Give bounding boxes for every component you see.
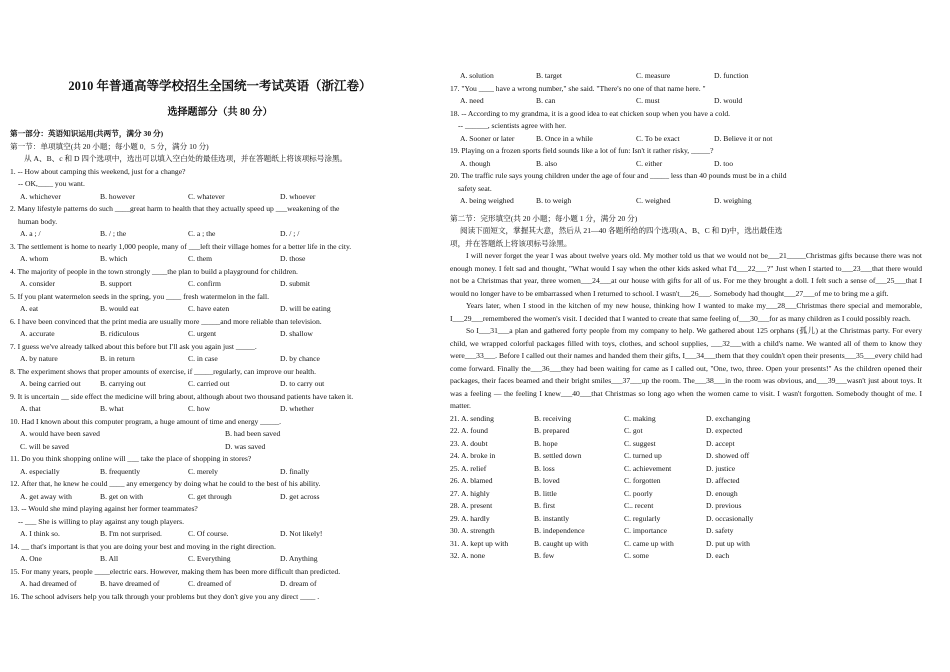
option-d: D. accept [706,438,735,448]
option-b: B. also [536,158,558,168]
option-a: 24. A. broke in [450,451,496,460]
option-row [10,578,430,591]
option-d: D. get across [280,491,320,501]
section2-instructions-2: 项，并在答题纸上将该项标号涂黑。 [450,238,572,248]
option-d: D. weighing [714,196,752,205]
question-text: 16. The school advisers help you talk through your problems but they don't give you any direct ____ . [10,591,320,601]
cloze-option-row [450,463,922,476]
option-d: D. put up with [706,538,750,548]
option-d: D. whether [280,404,314,413]
option-d: D. shallow [280,329,313,338]
option-a: A. solution [460,71,494,80]
option-row [10,491,430,504]
option-a: 31. A. kept up with [450,538,509,548]
option-c: C. must [636,96,660,105]
question-text: 12. After that, he knew he could ____ any emergency by doing what he could to the best of his ability. [10,479,321,488]
option-b: B. support [100,279,132,288]
option-c: C. urgent [188,329,217,338]
cloze-option-row [450,513,922,526]
option-c: C. importance [624,526,668,535]
option-d: D. exchanging [706,413,751,423]
option-row [10,303,430,316]
option-c: C. regularly [624,513,661,523]
option-a: 23. A. doubt [450,438,488,448]
option-row [10,191,430,204]
option-b: B. had been saved [225,429,281,438]
option-b: B. first [534,501,556,510]
option-c: C. forgotten [624,476,661,485]
option-row [450,95,922,108]
option-b: B. however [100,191,136,201]
option-d: D. would [714,96,743,105]
cloze-option-row [450,525,922,538]
cloze-option-row [450,450,922,463]
option-d: D. occasionally [706,513,754,523]
option-d: D. Believe it or not [714,133,773,143]
option-b: B. get on with [100,491,144,501]
option-a: 25. A. relief [450,463,487,473]
option-d: D. whoever [280,191,316,201]
option-b: B. can [536,96,556,105]
option-b: B. hope [534,438,558,448]
cloze-option-row [450,413,922,426]
exam-subtitle: 选择题部分（共 80 分） [167,107,273,118]
option-a: A. being weighed [460,196,514,205]
option-d: D. by chance [280,354,320,363]
option-row [10,228,430,241]
option-d: D. enough [706,488,738,498]
option-a: A. eat [20,304,39,313]
option-b: B. target [536,71,563,80]
question-text: 10. Had I known about this computer program, a huge amount of time and energy _____. [10,416,282,426]
option-d: D. submit [280,279,310,288]
part1-heading: 第一部分：英语知识运用(共两节，满分 30 分) [10,129,164,138]
option-d: D. those [280,254,306,263]
option-row [10,441,430,454]
option-a: A. being carried out [20,379,81,388]
option-b: B. receiving [534,413,572,423]
option-a: A. though [460,158,491,168]
question-text: 11. Do you think shopping online will ___ take the place of shopping in stores? [10,454,252,463]
cloze-option-row [450,488,922,501]
option-c: C. get through [188,491,232,501]
section2-instructions-1: 阅读下面短文，掌握其大意，然后从 21—40 各题所给的四个选项(A、B、C 和 D)中，选出最佳选 [460,226,783,235]
option-row [10,328,430,341]
option-c: C. came up with [624,538,674,548]
option-a: 29. A. hardly [450,513,490,523]
option-d: D. previous [706,501,742,510]
option-a: C. will be saved [20,441,69,451]
option-a: A. whichever [20,191,61,201]
passage-paragraph-2: Years later, when I stood in the kitchen of my new house, thinking how I wanted to make my___28___Christmas there special and memorable, I___29___remembered the women's visit. I decided that I wanted to create that same feeling of___30___for as many children as I could possibly reach. [450,301,922,323]
option-c: C. some [624,551,649,560]
option-c: C. either [636,158,663,168]
section1-instructions: 从 A、B、c 和 D 四个选项中，选出可以填入空白处的最佳选项，并在答题纸上将该项标号涂黑。 [24,154,348,163]
option-d: D. expected [706,426,743,435]
question-text: 18. -- According to my grandma, it is a good idea to eat chicken soup when you have a cold. [450,108,731,118]
option-b: B. have dreamed of [100,579,160,588]
question-text: 3. The settlement is home to nearly 1,000 people, many of ___left their village homes for a better life in the city. [10,241,352,251]
option-c: C. confirm [188,279,221,288]
section2-heading: 第二节：完形填空(共 20 小题；每小题 1 分，满分 20 分) [450,213,638,223]
option-b: B. Once in a while [536,133,593,143]
option-b: B. caught up with [534,538,588,548]
question-text: 5. If you plant watermelon seeds in the spring, you ____ fresh watermelon in the fall. [10,291,269,301]
question-text: 4. The majority of people in the town strongly ____the plan to build a playground for children. [10,266,298,276]
option-a: A. consider [20,279,56,288]
question-text: 1. -- How about camping this weekend, just for a change? [10,166,186,176]
question-continuation: safety seat. [458,183,492,193]
question-continuation: human body. [18,216,58,226]
option-b: B. / ; the [100,229,127,238]
option-a: A. Sooner or later [460,133,515,143]
option-c: C. them [188,254,213,263]
option-a: A. that [20,404,41,413]
cloze-option-row [450,500,922,513]
cloze-answer-options [450,413,922,563]
option-row [10,353,430,366]
option-c: C. Of course. [188,529,229,538]
option-a: A. accurate [20,329,55,338]
option-c: C. dreamed of [188,579,232,588]
option-row [10,253,430,266]
passage-paragraph-1: I will never forget the year I was about twelve years old. My mother told us that we would not be___21_____Christmas gifts because there was not enough money. I felt sad and thought, "What would I say when the other kids asked what I'd___22___?" Just when I started to___23___that there would not be a Christmas that year, three women___24___at our house with gifts for all of us. For me they brought a doll. I felt such a sense of___25___that I would no longer have to be embarrassed when I returned to school. I wasn't___26___. Somebody had thought___27___of me to bring me a gift. [450,251,922,298]
question-text: 6. I have been convinced that the print media are usually more _____and more reliable than television. [10,316,322,326]
question-continuation: -- ___ She is willing to play against any tough players. [18,516,184,526]
question-text: 17. "You ____ have a wrong number," she said. "There's no one of that name here. " [450,83,706,93]
option-d: D. too [714,158,733,168]
option-a: 30. A. strength [450,526,495,535]
option-b: B. All [100,554,119,563]
option-b: B. independence [534,526,585,535]
question-text: 8. The experiment shows that proper amounts of exercise, if _____regularly, can improve our health. [10,366,316,376]
option-b: B. loved [534,476,560,485]
option-d: D. Not likely! [280,529,323,538]
option-b: B. ridiculous [100,329,140,338]
option-b: B. settled down [534,451,582,460]
option-c: C. how [188,404,210,413]
option-c: C. have eaten [188,304,230,313]
option-a: 28. A. present [450,501,493,510]
option-row [10,553,430,566]
option-d: D. / ; / [280,229,300,238]
option-a: A. by nature [20,354,58,363]
option-d: D. showed off [706,451,750,460]
option-d: D. affected [706,476,740,485]
option-d: D. Anything [280,554,318,563]
option-d: D. each [706,551,730,560]
right-question-list [450,83,922,208]
option-b: B. prepared [534,426,570,435]
option-b: B. few [534,551,555,560]
cloze-passage [450,250,922,413]
option-c: C. measure [636,71,671,80]
option-a: A. would have been saved [20,429,100,438]
option-b: B. loss [534,463,555,473]
option-d: D. will be eating [280,304,331,313]
option-c: C. a ; the [188,229,216,238]
option-a: 26. A. blamed [450,476,493,485]
option-row [10,528,430,541]
option-b: B. what [100,404,124,413]
option-c: C. weighed [636,196,671,205]
option-c: C. poorly [624,488,653,498]
option-a: A. whom [20,254,49,263]
option-row [450,195,922,208]
option-d: D. function [714,71,749,80]
cloze-option-row [450,475,922,488]
option-d: D. justice [706,463,736,473]
option-b: B. carrying out [100,379,146,388]
option-row [10,278,430,291]
option-row [450,133,922,146]
question-continuation: -- ______, scientists agree with her. [458,121,567,130]
cloze-option-row [450,425,922,438]
option-d: D. finally [280,466,310,476]
option-b: B. which [100,254,128,263]
option-a: 21. A. sending [450,413,494,423]
option-a: A. especially [20,466,60,476]
option-a: A. I think so. [20,529,60,538]
option-a: A. need [460,96,484,105]
option-row [450,158,922,171]
cloze-option-row [450,550,922,563]
option-a: A. had dreamed of [20,579,77,588]
option-b: D. was saved [225,441,266,451]
question-text: 20. The traffic rule says young children under the age of four and _____ less than 40 pounds must be in a child [450,171,787,180]
option-c: C. merely [188,466,218,476]
option-c: C. turned up [624,451,662,460]
option-a: A. One [20,554,42,563]
question-continuation: -- OK,____ you want. [18,179,85,188]
option-c: C. Everything [188,554,231,563]
option-c: C. To be exact [636,133,680,143]
left-column [10,78,430,603]
passage-paragraph-3: So I___31___a plan and gathered forty people from my company to help. We gathered about 125 orphans (孤儿) at the Christmas party. For every child, we wrapped colorful packages filled with toys, clothes, and school supplies, ___32___with a child's name. We wanted all of them to know they were___33___. Before I called out their names and handed them their gifts, I___34___them that they couldn't open their presents___35___every child had come forward. Finally the___36___they had been waiting for came as I called out, "One, two, three. Open your presents!" As the children opened their packages, their faces beamed and their bright smiles___37___up the room. The___38___in the room was obvious, and___39___wasn't just about toys. It was a feeling — the feeling I knew___40___that Christmas so long ago when the women came to visit. I wasn't forgotten. Somebody thought of me. I matter. [450,326,922,410]
option-row [10,403,430,416]
question-text: 13. -- Would she mind playing against her former teammates? [10,504,198,513]
option-a: A. get away with [20,491,72,501]
section1-heading: 第一节：单项填空(共 20 小题；每小题 0．5 分，满分 10 分) [10,141,209,151]
cloze-option-row [450,438,922,451]
option-d: D. safety [706,526,734,535]
option-c: C. suggest [624,438,656,448]
option-a: A. a ; / [20,229,41,238]
question-text: 7. I guess we've already talked about this before but I'll ask you again just _____. [10,341,257,351]
option-c: C. whatever [188,191,225,201]
cloze-option-row [450,538,922,551]
option-d: D. to carry out [280,379,325,388]
option-a: 22. A. found [450,426,488,435]
option-a: 27. A. highly [450,488,490,498]
question-text: 19. Playing on a frozen sports field sounds like a lot of fun: Isn't it rather risky, _____? [450,146,714,155]
question-16-options [450,70,922,83]
right-column [450,70,922,563]
option-b: B. little [534,488,557,498]
option-c: C. in case [188,354,218,363]
exam-title: 2010 年普通高等学校招生全国统一考试英语（浙江卷） [68,79,372,93]
option-b: B. would eat [100,304,139,313]
option-row [10,466,430,479]
option-b: B. I'm not surprised. [100,529,162,538]
option-row [10,378,430,391]
option-c: C. making [624,413,656,423]
option-c: C. got [624,426,643,435]
left-question-list [10,166,430,604]
option-b: B. in return [100,354,135,363]
option-d: D. dream of [280,579,317,588]
option-b: B. frequently [100,466,141,476]
question-text: 2. Many lifestyle patterns do such ____great harm to health that they actually speed up ___weakening of the [10,204,340,213]
option-row [10,428,430,441]
option-c: C.. recent [624,501,654,510]
option-b: B. instantly [534,513,570,523]
question-text: 15. For many years, people ____electric ears. However, making them has been more difficult than predicted. [10,566,341,576]
question-text: 9. It is uncertain __ side effect the medicine will bring about, although about two thousand patients have taken it. [10,391,354,401]
option-c: C. achievement [624,463,672,473]
question-text: 14. __ that's important is that you are doing your best and moving in the right direction. [10,541,276,551]
option-a: 32. A. none [450,551,486,560]
option-c: C. carried out [188,379,230,388]
option-b: B. to weigh [536,196,572,205]
